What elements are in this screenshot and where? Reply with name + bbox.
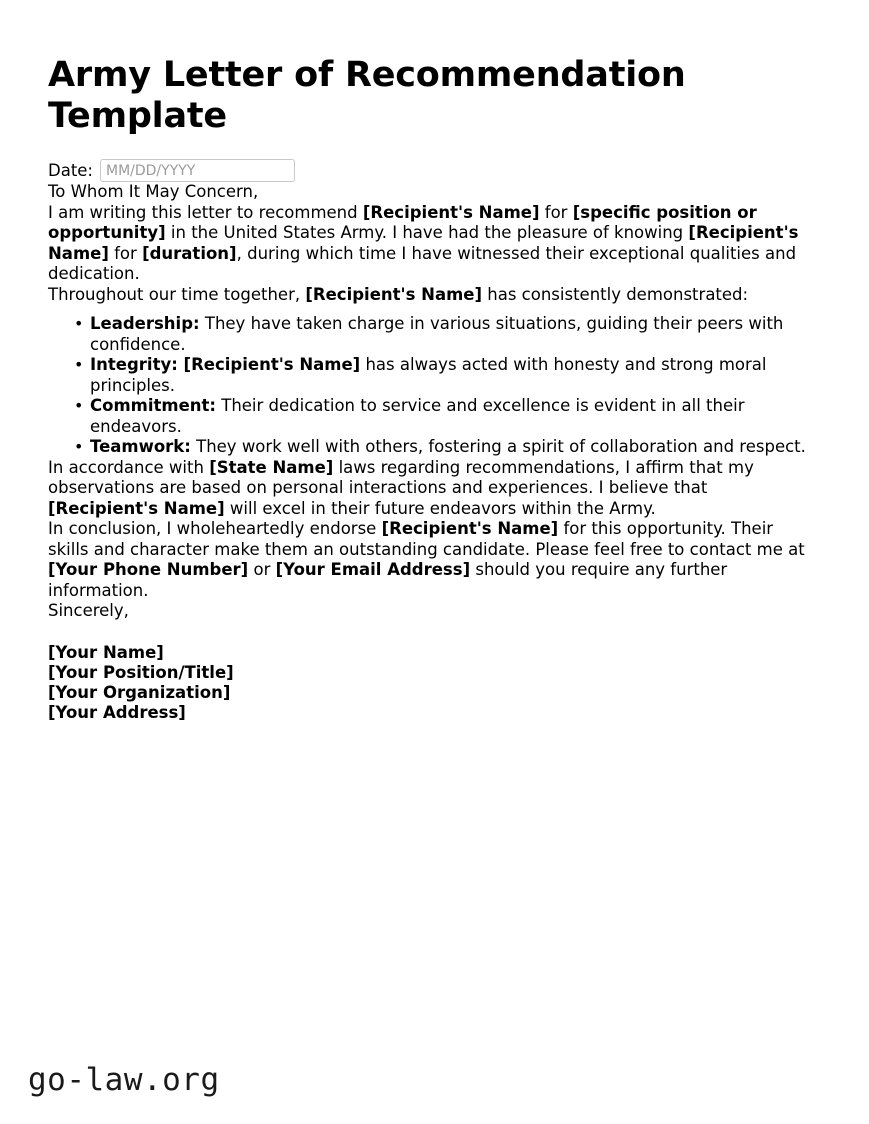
list-item-label: Leadership:	[90, 314, 200, 333]
text-run: or	[248, 560, 276, 579]
text-run: should you require any further information.	[48, 560, 728, 600]
paragraph-state-laws	[48, 458, 815, 520]
traits-list	[48, 314, 815, 458]
text-run: I am writing this letter to recommend	[48, 202, 363, 222]
paragraph-intro	[48, 203, 815, 285]
list-item-text: They work well with others, fostering a spirit of collaboration and respect.	[190, 437, 806, 456]
text-run: Throughout our time together,	[48, 284, 306, 304]
list-item	[90, 396, 815, 437]
placeholder-email-address: [Your Email Address]	[275, 560, 471, 579]
text-run: laws regarding recommendations, I affirm that my observations are based on personal interactions and experiences. I believe that	[48, 457, 754, 497]
text-run: In accordance with	[48, 457, 210, 477]
list-item-label: Teamwork:	[90, 437, 191, 456]
placeholder-state-name: [State Name]	[209, 457, 334, 477]
placeholder-recipient-name: [Recipient's Name]	[48, 223, 799, 263]
text-run: for this opportunity. Their skills and character make them an outstanding candidate. Please feel free to contact me at	[48, 519, 805, 559]
list-item	[90, 437, 815, 458]
page-title: Army Letter of Recommendation Template	[48, 55, 686, 136]
text-run: will excel in their future endeavors within the Army.	[224, 498, 656, 518]
signature-name: [Your Name]	[48, 642, 164, 662]
list-item	[90, 355, 815, 396]
text-run: in the United States Army. I have had the pleasure of knowing	[165, 223, 689, 242]
placeholder-position: [specific position or opportunity]	[48, 202, 757, 242]
placeholder-recipient-name: [Recipient's Name]	[362, 202, 540, 222]
text-run: , during which time I have witnessed their exceptional qualities and dedication.	[48, 243, 797, 283]
signature-position: [Your Position/Title]	[48, 662, 234, 682]
list-item	[90, 314, 815, 355]
placeholder-recipient-name: [Recipient's Name]	[48, 498, 225, 518]
date-label: Date:	[48, 161, 93, 180]
list-item-text: They have taken charge in various situations, guiding their peers with confidence.	[90, 314, 784, 354]
paragraph-traits-lead	[48, 285, 815, 306]
list-item-text: Their dedication to service and excellence is evident in all their endeavors.	[90, 396, 745, 436]
placeholder-recipient-name: [Recipient's Name]	[305, 284, 483, 304]
date-row	[48, 159, 815, 182]
signature-block	[48, 643, 815, 724]
placeholder-duration: [duration]	[142, 243, 237, 263]
list-item-label: Integrity: [Recipient's Name]	[90, 355, 361, 374]
text-run: In conclusion, I wholeheartedly endorse	[48, 519, 382, 538]
footer-watermark: go-law.org	[28, 1062, 220, 1098]
placeholder-recipient-name: [Recipient's Name]	[381, 519, 559, 538]
placeholder-phone-number: [Your Phone Number]	[48, 560, 249, 579]
paragraph-conclusion	[48, 519, 815, 601]
signature-organization: [Your Organization]	[48, 683, 231, 703]
salutation: To Whom It May Concern,	[48, 182, 259, 201]
document-content	[48, 55, 815, 724]
text-run: for	[539, 202, 573, 222]
list-item-text: has always acted with honesty and strong moral principles.	[90, 355, 767, 395]
text-run: has consistently demonstrated:	[482, 284, 749, 304]
signature-address: [Your Address]	[48, 703, 186, 723]
closing-line: Sincerely,	[48, 601, 129, 620]
list-item-label: Commitment:	[90, 396, 216, 415]
text-run: for	[108, 243, 143, 263]
date-input[interactable]	[100, 159, 295, 182]
